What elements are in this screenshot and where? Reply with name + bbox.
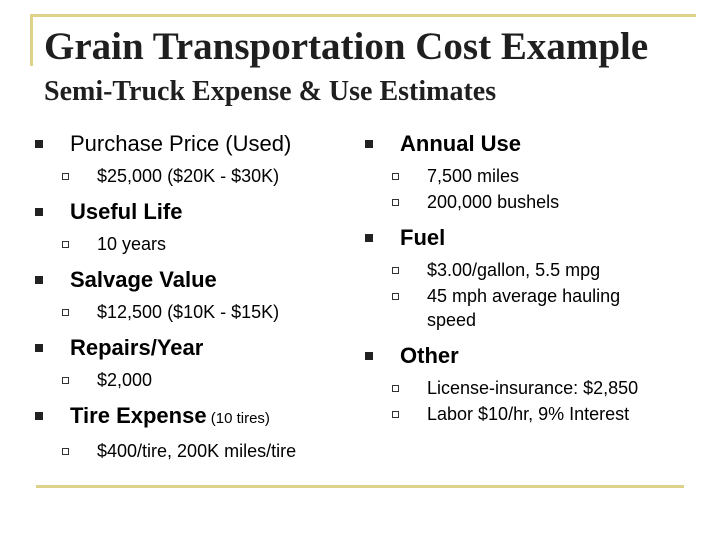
list-item: $25,000 ($20K - $30K) [34,164,369,188]
slide-title: Grain Transportation Cost Example [44,25,649,68]
section-tire-expense [34,402,369,463]
section-label: Other [400,343,459,368]
section-salvage-value [34,266,369,324]
section-other [364,342,709,426]
bottom-border-line [36,485,684,488]
slide-subtitle: Semi-Truck Expense & Use Estimates [44,76,497,107]
square-bullet-icon [35,208,43,216]
section-label: Purchase Price [70,131,220,156]
section-label: Annual Use [400,131,522,156]
section-label: Salvage Value [70,267,217,292]
section-annual-use [364,130,709,214]
section-heading [34,198,369,226]
list-item: $12,500 ($10K - $15K) [34,300,369,324]
list-item: Labor $10/hr, 9% Interest [364,402,709,426]
section-heading [34,130,369,158]
top-border-line [30,14,696,17]
section-label-suffix: (10 tires) [206,410,270,427]
section-heading [364,342,709,370]
list-item: $2,000 [34,368,369,392]
section-label: Useful Life [70,199,183,224]
left-column [34,130,369,473]
section-label: Tire Expense [70,403,207,428]
section-useful-life [34,198,369,256]
section-heading [34,266,369,294]
section-fuel [364,224,709,332]
hollow-square-bullet-icon [392,411,399,418]
section-purchase-price [34,130,369,188]
square-bullet-icon [35,276,43,284]
list-item: License-insurance: $2,850 [364,376,709,400]
hollow-square-bullet-icon [62,448,69,455]
list-item: 7,500 miles [364,164,709,188]
right-column [364,130,709,436]
section-label-suffix: (Used) [219,131,292,156]
section-heading [34,402,369,433]
square-bullet-icon [35,140,43,148]
section-repairs-year [34,334,369,392]
square-bullet-icon [35,412,43,420]
hollow-square-bullet-icon [62,173,69,180]
list-item: 10 years [34,232,369,256]
hollow-square-bullet-icon [392,173,399,180]
hollow-square-bullet-icon [62,309,69,316]
section-label: Repairs/Year [70,335,204,360]
section-heading [364,130,709,158]
hollow-square-bullet-icon [62,241,69,248]
list-item: 45 mph average hauling speed [364,284,667,332]
square-bullet-icon [35,344,43,352]
hollow-square-bullet-icon [392,199,399,206]
section-label: Fuel [400,225,446,250]
list-item: $400/tire, 200K miles/tire [34,439,369,463]
hollow-square-bullet-icon [392,267,399,274]
hollow-square-bullet-icon [392,385,399,392]
square-bullet-icon [365,140,373,148]
hollow-square-bullet-icon [62,377,69,384]
hollow-square-bullet-icon [392,293,399,300]
square-bullet-icon [365,234,373,242]
section-heading [364,224,709,252]
section-heading [34,334,369,362]
square-bullet-icon [365,352,373,360]
list-item: 200,000 bushels [364,190,709,214]
left-border-line [30,14,33,66]
list-item: $3.00/gallon, 5.5 mpg [364,258,709,282]
